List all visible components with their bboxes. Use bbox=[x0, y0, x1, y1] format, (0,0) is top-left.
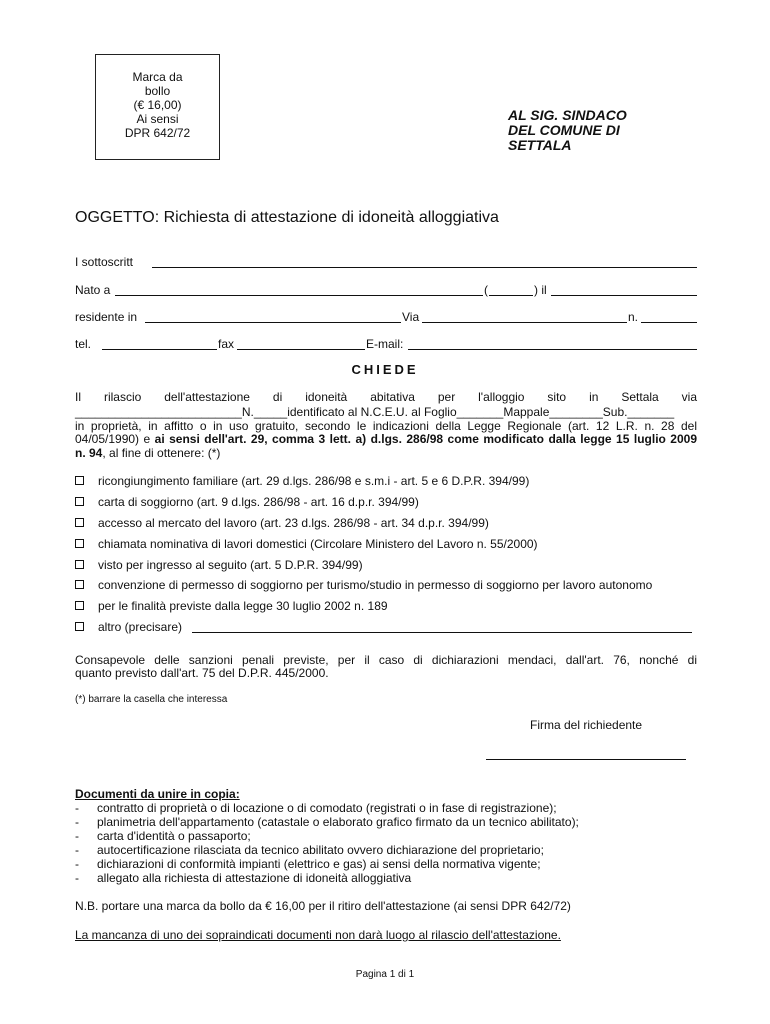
checkbox[interactable] bbox=[75, 601, 84, 610]
option-entry-visa[interactable] bbox=[75, 557, 697, 573]
request-word: rilascio bbox=[103, 390, 142, 404]
subject-heading: OGGETTO: Richiesta di attestazione di idoneità alloggiativa bbox=[75, 209, 499, 226]
document-item-text: planimetria dell'appartamento (catastale o elaborato grafico firmato da un tecnico abilitato); bbox=[97, 815, 579, 829]
checkbox[interactable] bbox=[75, 539, 84, 548]
option-residence-card[interactable] bbox=[75, 494, 697, 510]
option-label: per le finalità previste dalla legge 30 luglio 2002 n. 189 bbox=[98, 599, 388, 613]
request-word: abitativa bbox=[370, 390, 415, 404]
request-word: di bbox=[272, 390, 283, 404]
request-word: Il bbox=[75, 390, 81, 404]
residence-label: residente in bbox=[75, 310, 138, 324]
request-word: l'alloggio bbox=[478, 390, 525, 404]
checkbox[interactable] bbox=[75, 476, 84, 485]
bullet-dash: - bbox=[75, 829, 79, 843]
request-line-4-prefix: 04/05/1990) e bbox=[75, 432, 155, 446]
undersigned-label: I sottoscritt bbox=[75, 255, 134, 269]
option-label: visto per ingresso al seguito (art. 5 D.P.R. 394/99) bbox=[98, 558, 363, 572]
birth-row bbox=[75, 282, 697, 298]
residence-field[interactable] bbox=[145, 322, 401, 323]
stamp-line: Ai sensi bbox=[136, 112, 179, 126]
checkbox[interactable] bbox=[75, 580, 84, 589]
request-word: idoneità bbox=[305, 390, 348, 404]
document-item-text: autocertificazione rilasciata da tecnico abilitato ovvero dichiarazione del proprietario; bbox=[97, 843, 544, 857]
bullet-dash: - bbox=[75, 843, 79, 857]
birthplace-label: Nato a bbox=[75, 283, 111, 297]
option-label: accesso al mercato del lavoro (art. 23 d.lgs. 286/98 - art. 34 d.p.r. 394/99) bbox=[98, 516, 489, 530]
signature-label: Firma del richiedente bbox=[530, 718, 643, 732]
number-field[interactable] bbox=[641, 322, 697, 323]
request-word: Settala bbox=[621, 390, 659, 404]
request-line-5 bbox=[75, 447, 697, 460]
document-item bbox=[75, 857, 697, 871]
missing-documents-warning: La mancanza di uno dei sopraindicati documenti non darà luogo al rilascio dell'attestazione. bbox=[75, 928, 561, 942]
number-label: n. bbox=[628, 310, 639, 324]
undersigned-field[interactable] bbox=[152, 267, 697, 268]
footnote: (*) barrare la casella che interessa bbox=[75, 694, 228, 705]
phone-label: tel. bbox=[75, 337, 92, 351]
request-word: in bbox=[589, 390, 599, 404]
document-item-text: dichiarazioni di conformità impianti (elettrico e gas) ai sensi della normativa vigente; bbox=[97, 857, 541, 871]
request-line-1 bbox=[75, 391, 697, 404]
stamp-line: Marca da bbox=[132, 70, 183, 84]
checkbox[interactable] bbox=[75, 497, 84, 506]
fax-field[interactable] bbox=[237, 349, 365, 350]
request-heading: CHIEDE bbox=[351, 362, 419, 377]
document-item-text: carta d'identità o passaporto; bbox=[97, 829, 251, 843]
request-line-5-suffix: , al fine di ottenere: (*) bbox=[102, 446, 221, 460]
request-line-5-law: n. 94 bbox=[75, 446, 103, 460]
revenue-stamp-box bbox=[95, 54, 220, 160]
signature-line[interactable] bbox=[486, 759, 686, 760]
birthdate-label: ) il bbox=[534, 283, 547, 297]
street-field[interactable] bbox=[422, 322, 627, 323]
checkbox[interactable] bbox=[75, 518, 84, 527]
document-item-text: allegato alla richiesta di attestazione di idoneità alloggiativa bbox=[97, 871, 412, 885]
birthplace-field[interactable] bbox=[115, 295, 483, 296]
checkbox[interactable] bbox=[75, 560, 84, 569]
document-item bbox=[75, 871, 697, 885]
bullet-dash: - bbox=[75, 815, 79, 829]
phone-field[interactable] bbox=[102, 349, 217, 350]
stamp-line: DPR 642/72 bbox=[124, 126, 191, 140]
option-label: convenzione di permesso di soggiorno per turismo/studio in permesso di soggiorno per lavoro autonomo bbox=[98, 578, 653, 592]
option-label: ricongiungimento familiare (art. 29 d.lgs. 286/98 e s.m.i - art. 5 e 6 D.P.R. 394/99) bbox=[98, 474, 530, 488]
birthdate-field[interactable] bbox=[551, 295, 697, 296]
addressee-line: DEL COMUNE DI bbox=[508, 122, 620, 138]
option-labour-market[interactable] bbox=[75, 515, 697, 531]
addressee-line: SETTALA bbox=[508, 137, 572, 153]
document-item bbox=[75, 843, 697, 857]
request-word: sito bbox=[547, 390, 567, 404]
street-label: Via bbox=[402, 310, 420, 324]
fax-label: fax bbox=[218, 337, 235, 351]
stamp-note: N.B. portare una marca da bollo da € 16,00 per il ritiro dell'attestazione (ai sensi DPR 642/72) bbox=[75, 899, 571, 913]
undersigned-row bbox=[75, 254, 697, 270]
request-word: per bbox=[437, 390, 456, 404]
request-line-4-law: ai sensi dell'art. 29, comma 3 lett. a) d.lgs. 286/98 come modificato dalla legge 15 luglio 2009 bbox=[154, 432, 698, 446]
stamp-line: bollo bbox=[144, 84, 171, 98]
option-family-reunification[interactable] bbox=[75, 473, 697, 489]
document-item bbox=[75, 829, 697, 843]
document-item bbox=[75, 815, 697, 829]
request-word: dell'attestazione bbox=[164, 390, 250, 404]
request-line-4 bbox=[75, 433, 697, 446]
request-line-2: _________________________N._____identificato al N.C.E.U. al Foglio_______Mappale________Sub._______ bbox=[75, 405, 675, 419]
option-label: carta di soggiorno (art. 9 d.lgs. 286/98 - art. 16 d.p.r. 394/99) bbox=[98, 495, 419, 509]
documents-section bbox=[75, 787, 697, 885]
addressee-line: AL SIG. SINDACO bbox=[508, 107, 627, 123]
option-label: altro (precisare) bbox=[98, 620, 183, 634]
province-open: ( bbox=[484, 283, 488, 297]
stamp-line: (€ 16,00) bbox=[133, 98, 182, 112]
bullet-dash: - bbox=[75, 871, 79, 885]
checkbox[interactable] bbox=[75, 622, 84, 631]
declaration-line-2: quanto previsto dall'art. 75 del D.P.R. 445/2000. bbox=[75, 666, 329, 680]
bullet-dash: - bbox=[75, 801, 79, 815]
email-field[interactable] bbox=[408, 349, 697, 350]
document-item-text: contratto di proprietà o di locazione o di comodato (registrati o in fase di registrazione); bbox=[97, 801, 557, 815]
option-label: chiamata nominativa di lavori domestici (Circolare Ministero del Lavoro n. 55/2000) bbox=[98, 537, 538, 551]
other-specify-field[interactable] bbox=[192, 632, 692, 633]
residence-row bbox=[75, 309, 697, 325]
page-number: Pagina 1 di 1 bbox=[355, 969, 415, 980]
contact-row bbox=[75, 336, 697, 352]
province-field[interactable] bbox=[489, 295, 533, 296]
option-law-189[interactable] bbox=[75, 598, 697, 614]
option-domestic-workers[interactable] bbox=[75, 536, 697, 552]
option-other[interactable] bbox=[75, 619, 697, 635]
addressee bbox=[508, 108, 627, 153]
bullet-dash: - bbox=[75, 857, 79, 871]
documents-title: Documenti da unire in copia: bbox=[75, 787, 240, 801]
request-line-3: in proprietà, in affitto o in uso gratuito, secondo le indicazioni della Legge Regionale (art. 12 L.R. n. 28 del bbox=[75, 419, 697, 433]
request-word: via bbox=[681, 390, 698, 404]
email-label: E-mail: bbox=[366, 337, 404, 351]
declaration-line-1: Consapevole delle sanzioni penali previste, per il caso di dichiarazioni mendaci, dall'art. 76, nonché di bbox=[75, 653, 697, 667]
option-permit-conversion[interactable] bbox=[75, 577, 697, 593]
document-item bbox=[75, 801, 697, 815]
